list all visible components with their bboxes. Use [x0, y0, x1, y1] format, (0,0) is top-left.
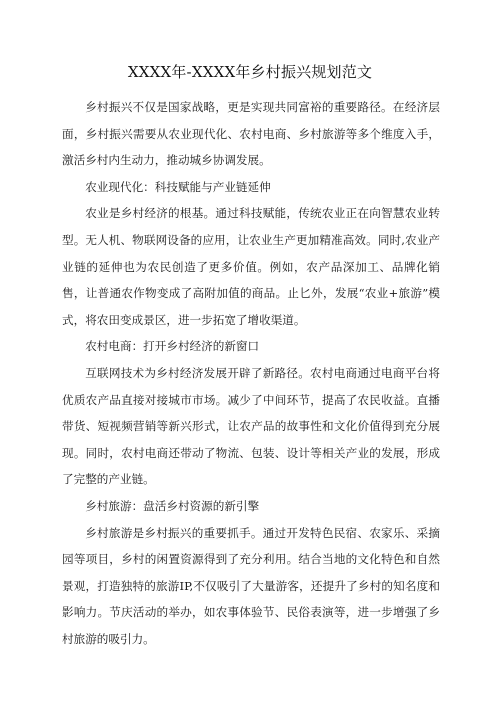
- document-body: [62, 94, 440, 652]
- section-heading-ecommerce: 农村电商：打开乡村经济的新窗口: [85, 339, 260, 354]
- ecommerce-paragraph: 互联网技术为乡村经济发展开辟了新路径。农村电商通过电商平台将优质农产品直接对接城市市场。减少了中间环节，提高了农民收益。直播带货、短视频营销等新兴形式，让农产品的故事性和文化价值得到充分展现。同时，农村电商还带动了物流、包装、设计等相关产业的发展，形成了完整的产业链。: [62, 365, 440, 487]
- agriculture-paragraph: 农业是乡村经济的根基。通过科技赋能，传统农业正在向智慧农业转型。无人机、物联网设备的应用，让农业生产更加精准高效。同时,农业产业链的延伸也为农民创造了更多价值。例如，农产品深加工、品牌化销售，让普通农作物变成了高附加值的商品。止匕外，发展“农业+旅游”模式，将农田变成景区，进一步拓宽了增收渠道。: [62, 206, 440, 327]
- document-title: XXXX年-XXXX年乡村振兴规划范文: [127, 63, 373, 81]
- section-heading-tourism: 乡村旅游：盘活乡村资源的新引擎: [85, 498, 260, 513]
- tourism-paragraph: 乡村旅游是乡村振兴的重要抓手。通过开发特色民宿、农家乐、采摘园等项目，乡村的闲置资源得到了充分利用。结合当地的文化特色和自然景观，打造独特的旅游IP,不仅吸引了大量游客，还提升了乡村的知名度和影响力。节庆活动的举办，如农事体验节、民俗表演等，进一步增强了乡村旅游的吸引力。: [62, 525, 440, 646]
- section-heading-agriculture: 农业现代化：科技赋能与产业链延伸: [85, 179, 271, 194]
- intro-paragraph: 乡村振兴不仅是国家战略，更是实现共同富裕的重要路径。在经济层面，乡村振兴需要从农业现代化、农村电商、乡村旅游等多个维度入手，激活乡村内生动力，推动城乡协调发展。: [62, 100, 440, 168]
